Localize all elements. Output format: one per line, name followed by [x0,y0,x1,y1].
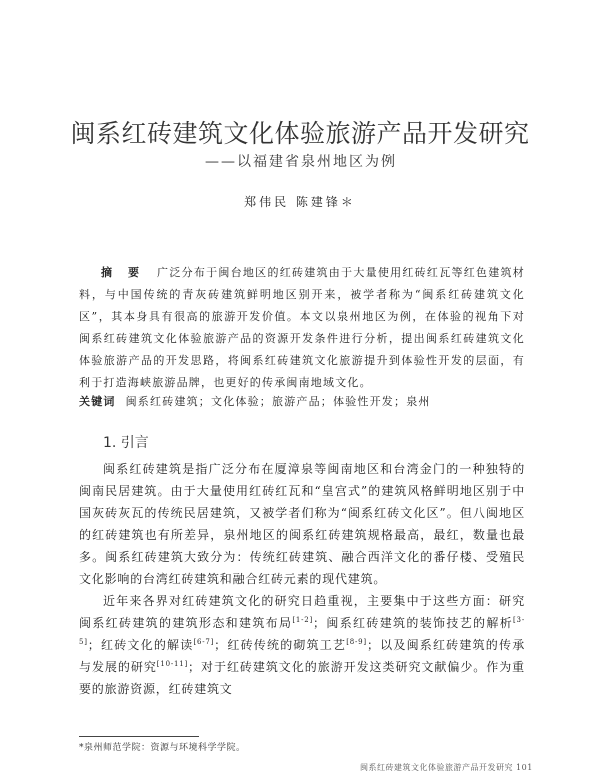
para2-text-e: ；以及闽系红砖建筑的传承与发展的研究 [79,638,525,674]
body-paragraph-2 [79,590,525,700]
citation-ref: [3-5] [79,616,525,646]
body-paragraph-1: 闽系红砖建筑是指广泛分布在厦漳泉等闽南地区和台湾金门的一种独特的闽南民居建筑。由于大量使用红砖红瓦和“皇宫式”的建筑风格鲜明地区别于中国灰砖灰瓦的传统民居建筑，又被学者们称为“闽系红砖文化区”。但八闽地区的红砖建筑也有所差异，泉州地区的闽系红砖建筑规格最高，最红，数量也最多。闽系红砖建筑大致分为：传统红砖建筑、融合西洋文化的番仔楼、受殖民文化影响的台湾红砖建筑和融合红砖元素的现代建筑。 [79,462,525,586]
abstract-label: 摘 要 [101,266,146,279]
abstract-text: 广泛分布于闽台地区的红砖建筑由于大量使用红砖红瓦等红色建筑材料，与中国传统的青灰砖建筑鲜明地区别开来，被学者称为“闽系红砖建筑文化区”，其本身具有很高的旅游开发价值。本文以泉州地区为例，在体验的视角下对闽系红砖建筑文化体验旅游产品的资源开发条件进行分析，提出闽系红砖建筑文化体验旅游产品的开发思路，将闽系红砖建筑文化旅游提升到体验性开发的层面，有利于打造海峡旅游品牌，也更好的传承闽南地域文化。 [79,266,525,389]
abstract-block [79,262,525,394]
para2-text-c: ；红砖文化的解读 [87,638,194,652]
citation-ref: [1-2] [292,616,314,624]
para2-text-b: ；闽系红砖建筑的装饰技艺的解析 [313,616,514,630]
citation-ref: [6-7] [193,638,215,646]
section-heading-introduction: 1. 引言 [103,435,149,451]
citation-ref: [10-11] [156,660,189,668]
citation-ref: [8-9] [346,638,367,646]
paper-subtitle: ——以福建省泉州地区为例 [205,154,397,170]
keywords-block [79,393,525,409]
para2-text-d: ；红砖传统的砌筑工艺 [214,638,347,652]
paper-title: 闽系红砖建筑文化体验旅游产品开发研究 [70,119,530,148]
keywords-text: 闽系红砖建筑；文化体验；旅游产品；体验性开发；泉州 [125,395,431,408]
para2-text-a: 近年来各界对红砖建筑文化的研究日趋重视，主要集中于这些方面：研究闽系红砖建筑的建筑形态和建筑布局 [79,594,525,630]
running-footer: 闽系红砖建筑文化体验旅游产品开发研究 101 [360,763,533,772]
keywords-label: 关键词 [79,395,116,408]
para2-text-f: ；对于红砖建筑文化的旅游开发这类研究文献偏少。作为重要的旅游资源，红砖建筑文 [79,660,525,696]
footnote: *泉州师范学院：资源与环境科学学院。 [79,743,246,753]
footnote-divider [79,736,199,737]
author-line: 郑伟民 陈建锋＊ [244,195,356,209]
